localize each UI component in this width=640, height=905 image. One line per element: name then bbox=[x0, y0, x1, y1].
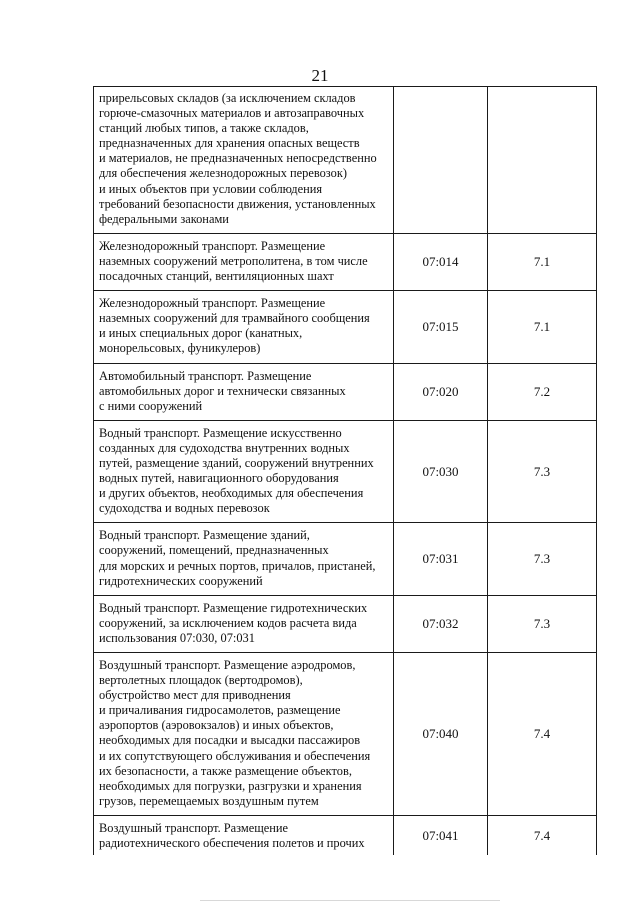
description-line: автомобильных дорог и технически связанных bbox=[99, 383, 346, 398]
description-line: водных путей, навигационного оборудования bbox=[99, 471, 339, 486]
table-row bbox=[94, 420, 597, 523]
description-cell bbox=[94, 87, 394, 234]
description-line: их безопасности, а также размещение объектов, bbox=[99, 763, 352, 778]
description-line: судоходства и водных перевозок bbox=[99, 501, 270, 516]
description-line: и материалов, не предназначенных непосредственно bbox=[99, 151, 377, 166]
description-line: Железнодорожный транспорт. Размещение bbox=[99, 238, 326, 253]
description-line: с ними сооружений bbox=[99, 398, 203, 413]
classifier-code-cell: 7.3 bbox=[488, 595, 597, 652]
description-cell bbox=[94, 523, 394, 595]
description-line: Железнодорожный транспорт. Размещение bbox=[99, 296, 326, 311]
description-line: Воздушный транспорт. Размещение bbox=[99, 820, 289, 835]
description-line: необходимых для погрузки, разгрузки и хранения bbox=[99, 778, 362, 793]
classifier-code-cell: 7.2 bbox=[488, 363, 597, 420]
code-cell: 07:015 bbox=[394, 291, 488, 363]
table-row bbox=[94, 87, 597, 234]
description-line: Воздушный транспорт. Размещение аэродромов, bbox=[99, 658, 356, 672]
description-cell bbox=[94, 291, 394, 363]
description-line: монорельсовых, фуникулеров) bbox=[99, 341, 261, 356]
description-line: гидротехнических сооружений bbox=[99, 573, 263, 588]
description-line: требований безопасности движения, установленных bbox=[99, 196, 376, 211]
scan-edge-line bbox=[200, 900, 500, 901]
description-line: прирельсовых складов (за исключением складов bbox=[99, 91, 356, 105]
description-line: аэропортов (аэровокзалов) и иных объектов, bbox=[99, 718, 334, 733]
code-cell: 07:031 bbox=[394, 523, 488, 595]
description-line: станций любых типов, а также складов, bbox=[99, 121, 309, 136]
table-body bbox=[94, 87, 597, 856]
description-line: вертолетных площадок (вертодромов), bbox=[99, 673, 303, 688]
table-row bbox=[94, 291, 597, 363]
description-line: наземных сооружений для трамвайного сообщения bbox=[99, 311, 370, 326]
description-line: и иных специальных дорог (канатных, bbox=[99, 326, 303, 341]
classifier-code-cell: 7.1 bbox=[488, 233, 597, 290]
table-row bbox=[94, 815, 597, 855]
description-line: необходимых для посадки и высадки пассажиров bbox=[99, 733, 361, 748]
description-line: и их сопутствующего обслуживания и обеспечения bbox=[99, 748, 371, 763]
classifier-code-cell bbox=[488, 87, 597, 234]
description-cell bbox=[94, 595, 394, 652]
land-use-table bbox=[93, 86, 597, 855]
table-row bbox=[94, 653, 597, 816]
description-line: радиотехнического обеспечения полетов и прочих bbox=[99, 836, 365, 851]
table-row bbox=[94, 595, 597, 652]
description-line: и иных объектов при условии соблюдения bbox=[99, 181, 323, 196]
description-line: для обеспечения железнодорожных перевозок) bbox=[99, 166, 347, 181]
description-line: грузов, перемещаемых воздушным путем bbox=[99, 793, 319, 808]
description-line: и других объектов, необходимых для обеспечения bbox=[99, 486, 364, 501]
code-cell: 07:030 bbox=[394, 420, 488, 523]
description-cell bbox=[94, 363, 394, 420]
description-line: Автомобильный транспорт. Размещение bbox=[99, 368, 312, 383]
description-line: горюче-смазочных материалов и автозаправочных bbox=[99, 106, 365, 121]
description-cell bbox=[94, 420, 394, 523]
description-line: использования 07:030, 07:031 bbox=[99, 630, 255, 645]
code-cell: 07:040 bbox=[394, 653, 488, 816]
classifier-code-cell: 7.3 bbox=[488, 523, 597, 595]
description-line: предназначенных для хранения опасных веществ bbox=[99, 136, 360, 151]
description-line: и причаливания гидросамолетов, размещение bbox=[99, 703, 341, 718]
classifier-code-cell: 7.1 bbox=[488, 291, 597, 363]
code-cell: 07:014 bbox=[394, 233, 488, 290]
classifier-code-cell: 7.4 bbox=[488, 815, 597, 855]
table-row bbox=[94, 233, 597, 290]
code-cell: 07:032 bbox=[394, 595, 488, 652]
description-line: сооружений, помещений, предназначенных bbox=[99, 543, 329, 558]
table-row bbox=[94, 523, 597, 595]
description-cell bbox=[94, 653, 394, 816]
description-line: посадочных станций, вентиляционных шахт bbox=[99, 269, 334, 284]
description-line: созданных для судоходства внутренних водных bbox=[99, 440, 350, 455]
description-line: Водный транспорт. Размещение зданий, bbox=[99, 528, 310, 543]
description-line: обустройство мест для приводнения bbox=[99, 688, 291, 703]
classifier-code-cell: 7.3 bbox=[488, 420, 597, 523]
description-cell bbox=[94, 233, 394, 290]
description-line: наземных сооружений метрополитена, в том числе bbox=[99, 253, 368, 268]
description-cell bbox=[94, 815, 394, 855]
description-line: путей, размещение зданий, сооружений внутренних bbox=[99, 455, 374, 470]
description-line: федеральными законами bbox=[99, 211, 229, 226]
classifier-code-cell: 7.4 bbox=[488, 653, 597, 816]
table-row bbox=[94, 363, 597, 420]
code-cell: 07:020 bbox=[394, 363, 488, 420]
code-cell: 07:041 bbox=[394, 815, 488, 855]
description-line: Водный транспорт. Размещение гидротехнических bbox=[99, 600, 368, 615]
page-number: 21 bbox=[311, 66, 329, 85]
description-line: сооружений, за исключением кодов расчета вида bbox=[99, 615, 357, 630]
code-cell bbox=[394, 87, 488, 234]
description-line: Водный транспорт. Размещение искусственно bbox=[99, 425, 342, 440]
description-line: для морских и речных портов, причалов, пристаней, bbox=[99, 558, 376, 573]
